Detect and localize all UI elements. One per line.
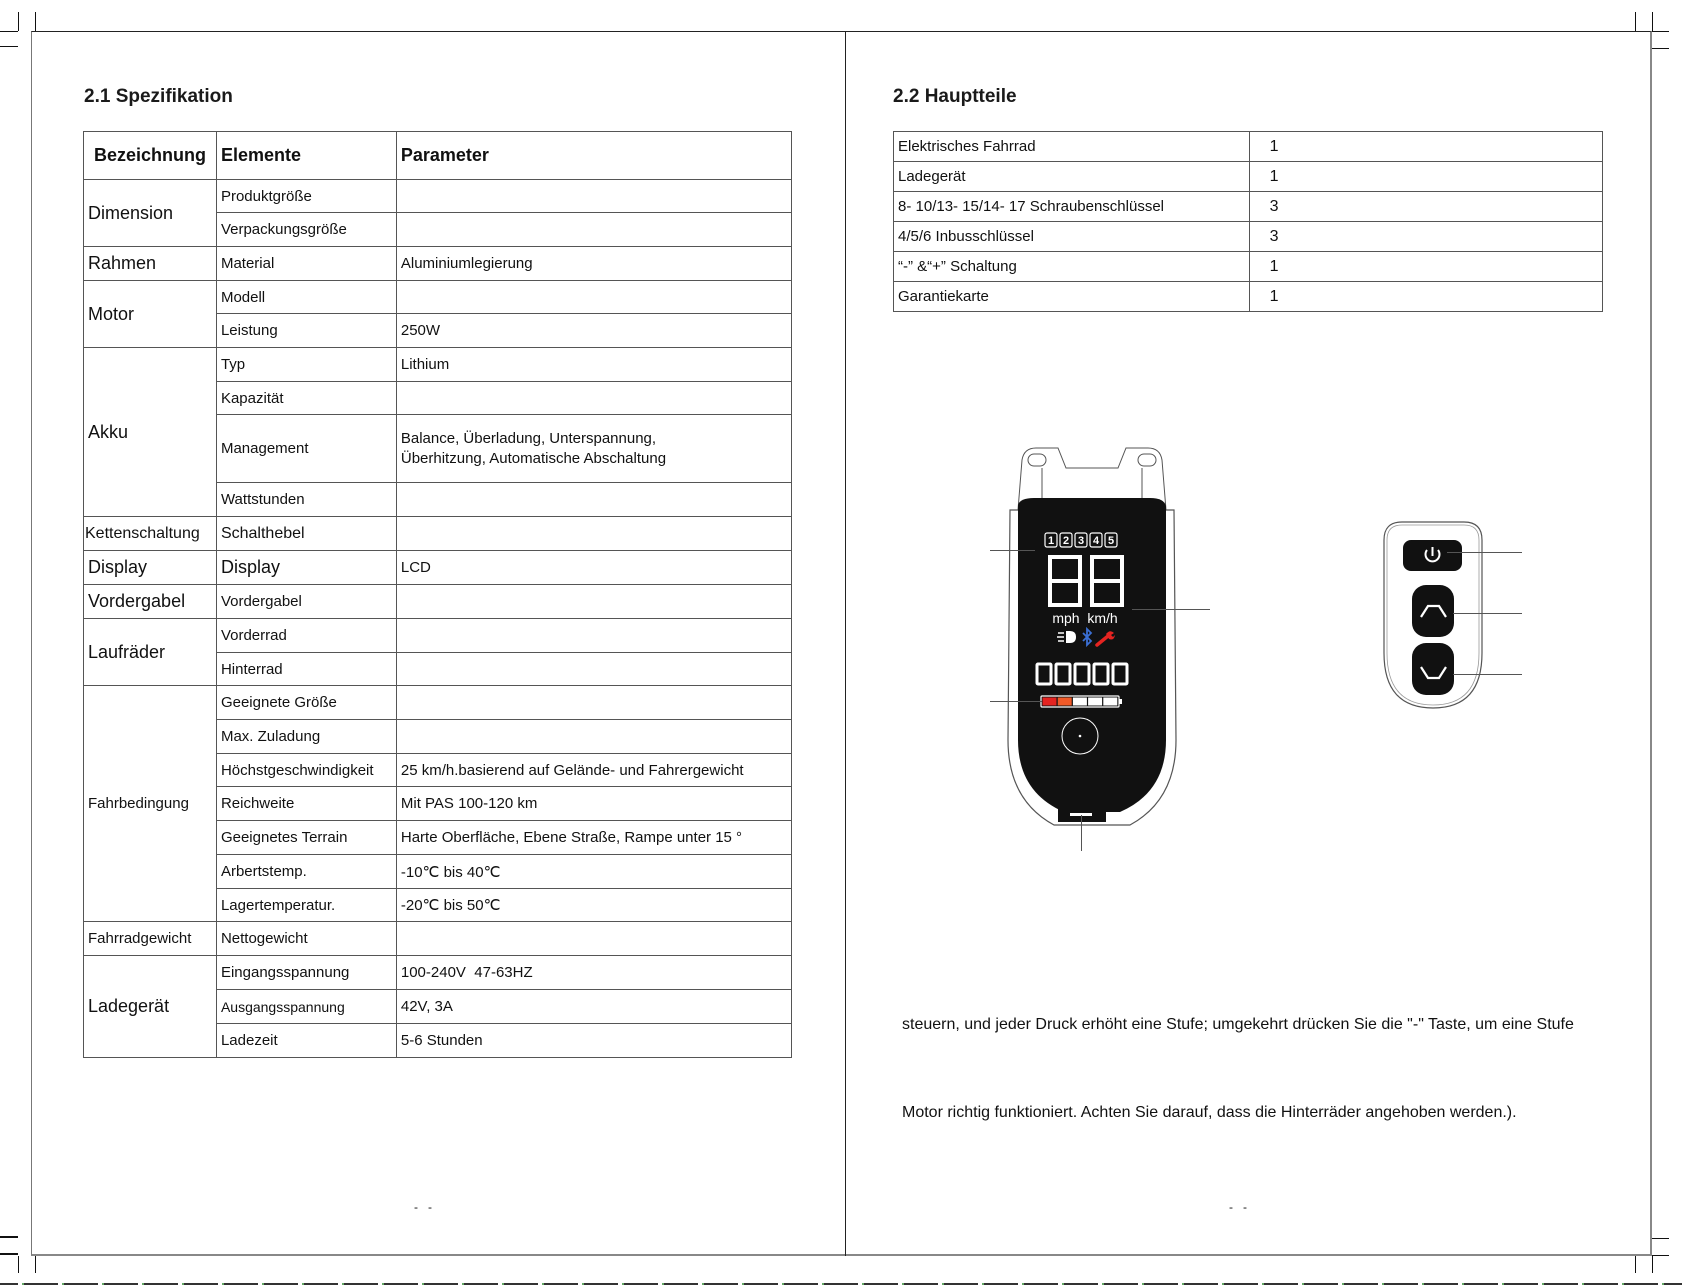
part-qty-cell: 1 [1249,132,1602,162]
element-cell: Vorderrad [216,619,396,653]
button-dot [1079,735,1082,738]
parameter-cell: LCD [396,551,791,585]
crop-mark [1652,48,1669,49]
category-cell: Kettenschaltung [84,517,217,551]
part-qty-cell: 1 [1249,252,1602,282]
parameter-cell [396,720,791,754]
element-cell: Produktgröße [216,180,396,213]
element-cell: Management [216,415,396,483]
battery-segment [1073,698,1087,706]
parameter-cell: Aluminiumlegierung [396,247,791,281]
element-cell: Leistung [216,314,396,348]
leader-line [1132,609,1210,610]
parameter-cell: Lithium [396,348,791,382]
parameter-cell [396,653,791,686]
assist-level: 3 [1078,535,1085,547]
parts-heading: 2.2 Hauptteile [893,86,1017,107]
parameter-cell [396,619,791,653]
element-cell: Geeignetes Terrain [216,821,396,855]
display-screen [1018,498,1166,812]
battery-segment [1088,698,1102,706]
header-elemente: Elemente [216,132,396,180]
crop-mark [1652,1255,1669,1256]
parameter-cell: 25 km/h.basierend auf Gelände- und Fahrergewicht [396,754,791,787]
element-cell: Max. Zuladung [216,720,396,754]
parameter-cell [396,281,791,314]
part-name-cell: Ladegerät [894,162,1250,192]
crop-mark [18,12,19,31]
crop-mark [1652,31,1669,32]
table-row [84,281,792,314]
leader-line [1453,613,1522,614]
crop-mark [35,12,36,31]
element-cell: Typ [216,348,396,382]
part-name-cell: Elektrisches Fahrrad [894,132,1250,162]
category-cell: Rahmen [84,247,217,281]
category-cell: Motor [84,281,217,348]
part-name-cell: 4/5/6 Inbusschlüssel [894,222,1250,252]
parameter-cell [396,415,791,483]
crop-mark [0,1253,18,1255]
assist-level: 1 [1048,535,1055,547]
spec-table [83,131,792,1058]
parameter-cell [396,922,791,956]
assist-level: 2 [1063,535,1070,547]
crop-mark [1652,1238,1669,1239]
battery-segment [1058,698,1072,706]
crop-mark [1635,12,1636,31]
header-bezeichnung: Bezeichnung [84,132,217,180]
part-qty-cell: 3 [1249,192,1602,222]
table-row [84,517,792,551]
assist-level: 4 [1093,535,1100,547]
spec-header-row [84,132,792,180]
category-cell: Akku [84,348,217,517]
part-name-cell: “-” &“+” Schaltung [894,252,1250,282]
page-divider [845,31,846,1256]
parameter-cell [396,585,791,619]
parameter-cell: Mit PAS 100-120 km [396,787,791,821]
page-number-left: - - [414,1200,432,1214]
page-number-right: - - [1229,1200,1247,1214]
part-qty-cell: 3 [1249,222,1602,252]
part-qty-cell: 1 [1249,282,1602,312]
table-row [84,686,792,720]
table-row [894,252,1603,282]
category-cell: Dimension [84,180,217,247]
leader-line [1447,552,1522,553]
part-name-cell: 8- 10/13- 15/14- 17 Schraubenschlüssel [894,192,1250,222]
assist-level: 5 [1108,535,1115,547]
element-cell: Lagertemperatur. [216,889,396,922]
spec-heading: 2.1 Spezifikation [84,86,233,107]
leader-line [1081,815,1082,851]
parameter-cell: 42V, 3A [396,990,791,1024]
part-qty-cell: 1 [1249,162,1602,192]
parameter-cell [396,382,791,415]
element-cell: Verpackungsgröße [216,213,396,247]
parameter-cell: 5-6 Stunden [396,1024,791,1058]
crop-mark [0,31,18,32]
instruction-text-line: Motor richtig funktioniert. Achten Sie darauf, dass die Hinterräder angehoben werden.). [902,1104,1517,1121]
battery-indicator [1041,696,1122,707]
element-cell: Hinterrad [216,653,396,686]
parameter-cell [396,483,791,517]
parameter-line: Überhitzung, Automatische Abschaltung [400,450,667,467]
table-row [894,222,1603,252]
crop-mark [1652,1256,1653,1273]
parameter-line: Balance, Überladung, Unterspannung, [400,430,657,447]
table-row [894,192,1603,222]
element-cell: Ladezeit [216,1024,396,1058]
table-row [84,585,792,619]
table-row [894,162,1603,192]
category-cell: Ladegerät [84,956,217,1058]
category-cell: Vordergabel [84,585,217,619]
table-row [84,922,792,956]
parameter-cell: 100-240V 47-63HZ [396,956,791,990]
element-cell: Geeignete Größe [216,686,396,720]
table-row [84,956,792,990]
parameter-cell [396,180,791,213]
display-figure [980,440,1220,860]
table-row [84,247,792,281]
table-row [894,282,1603,312]
element-cell: Höchstgeschwindigkeit [216,754,396,787]
element-cell: Reichweite [216,787,396,821]
parameter-cell: -10℃ bis 40℃ [396,855,791,889]
category-cell: Display [84,551,217,585]
element-cell: Nettogewicht [216,922,396,956]
parameter-cell [396,213,791,247]
parameter-cell [396,517,791,551]
element-cell: Material [216,247,396,281]
element-cell: Ausgangsspannung [216,990,396,1024]
element-cell: Vordergabel [216,585,396,619]
part-name-cell: Garantiekarte [894,282,1250,312]
element-cell: Schalthebel [216,517,396,551]
crop-mark [35,1256,36,1273]
table-row [894,132,1603,162]
crop-mark [0,1236,18,1238]
crop-mark [1635,1256,1636,1273]
parameter-cell: -20℃ bis 50℃ [396,889,791,922]
speed-units: mph km/h [1052,610,1118,626]
table-row [84,551,792,585]
element-cell: Arbertstemp. [216,855,396,889]
category-cell: Fahrbedingung [84,686,217,922]
category-cell: Fahrradgewicht [84,922,217,956]
element-cell: Eingangsspannung [216,956,396,990]
element-cell: Wattstunden [216,483,396,517]
headlight-icon [1057,631,1076,643]
battery-segment [1043,698,1057,706]
element-cell: Kapazität [216,382,396,415]
table-row [84,348,792,382]
parameter-cell: Harte Oberfläche, Ebene Straße, Rampe unter 15 ° [396,821,791,855]
table-row [84,619,792,653]
parts-table [893,131,1603,312]
down-button [1412,643,1454,695]
element-cell: Modell [216,281,396,314]
crop-mark [1652,12,1653,31]
remote-figure [1380,518,1490,714]
table-row [84,180,792,213]
parameter-cell [396,686,791,720]
element-cell: Display [216,551,396,585]
battery-segment [1103,698,1117,706]
instruction-text-line: steuern, und jeder Druck erhöht eine Stufe; umgekehrt drücken Sie die "-" Taste, um eine Stufe [902,1016,1574,1033]
category-cell: Laufräder [84,619,217,686]
header-parameter: Parameter [396,132,791,180]
parameter-cell: 250W [396,314,791,348]
crop-mark [18,1256,19,1273]
crop-mark [0,46,18,47]
up-button [1412,585,1454,637]
leader-line [990,701,1042,702]
leader-line [990,550,1035,551]
leader-line [1453,674,1522,675]
